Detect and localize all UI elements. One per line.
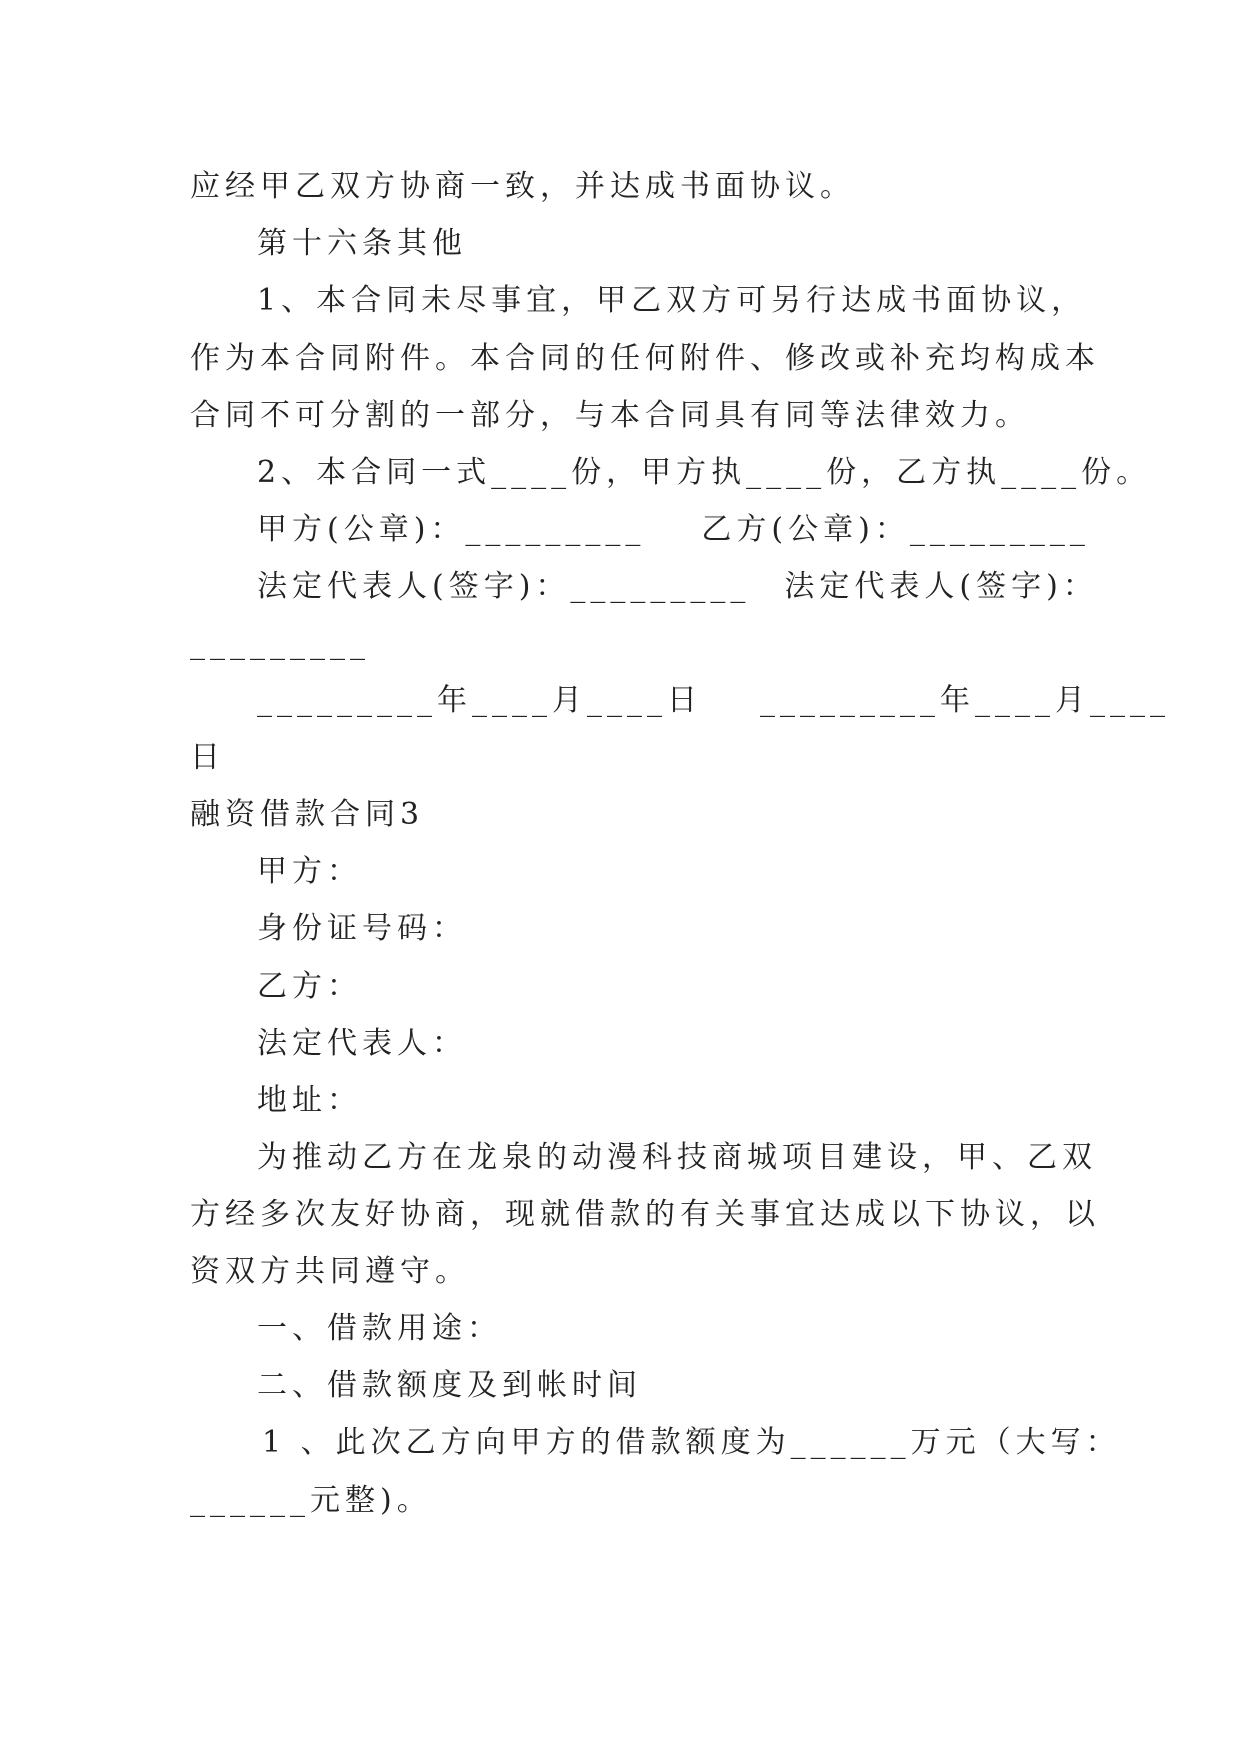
party-b-representative-label: 法定代表人(签字)： (784, 569, 1098, 604)
text-line: _________ (190, 626, 370, 661)
text-line: 身份证号码： (257, 911, 467, 946)
party-b-date: _________年____月____ (760, 683, 1170, 718)
section-heading: 一、借款用途： (257, 1311, 502, 1346)
date-line (257, 681, 1170, 721)
text-line: 乙方： (257, 969, 362, 1004)
document-title: 融资借款合同3 (190, 797, 425, 832)
party-a-representative-label: 法定代表人(签字)：_________ (257, 569, 751, 604)
text-line: 1、本合同未尽事宜，甲乙双方可另行达成书面协议， (257, 283, 1087, 318)
section-heading: 二、借款额度及到帐时间 (257, 1368, 642, 1403)
section-heading: 第十六条其他 (257, 226, 467, 261)
text-line: 应经甲乙双方协商一致，并达成书面协议。 (190, 169, 855, 204)
text-line: 1 、此次乙方向甲方的借款额度为______万元（大写： (262, 1425, 1121, 1460)
text-line: 2、本合同一式____份，甲方执____份，乙方执____份。 (257, 455, 1152, 490)
text-line: 合同不可分割的一部分，与本合同具有同等法律效力。 (190, 398, 1030, 433)
text-line: 方经多次友好协商，现就借款的有关事宜达成以下协议，以 (190, 1197, 1100, 1232)
party-a-seal-label: 甲方(公章)：_________ (257, 512, 646, 547)
text-line: 地址： (257, 1083, 362, 1118)
signature-line-party-seal (257, 510, 1090, 550)
party-a-date: _________年____月____日 (257, 683, 702, 718)
text-line: ______元整)。 (190, 1483, 432, 1518)
signature-line-representative (257, 567, 1098, 607)
text-line: 作为本合同附件。本合同的任何附件、修改或补充均构成本 (190, 341, 1100, 376)
text-line: 为推动乙方在龙泉的动漫科技商城项目建设，甲、乙双 (257, 1140, 1097, 1175)
text-line: 资双方共同遵守。 (190, 1254, 470, 1289)
text-line: 法定代表人： (257, 1026, 467, 1061)
party-b-seal-label: 乙方(公章)：_________ (701, 512, 1090, 547)
text-line: 甲方： (257, 854, 362, 889)
text-line: 日 (190, 740, 225, 775)
